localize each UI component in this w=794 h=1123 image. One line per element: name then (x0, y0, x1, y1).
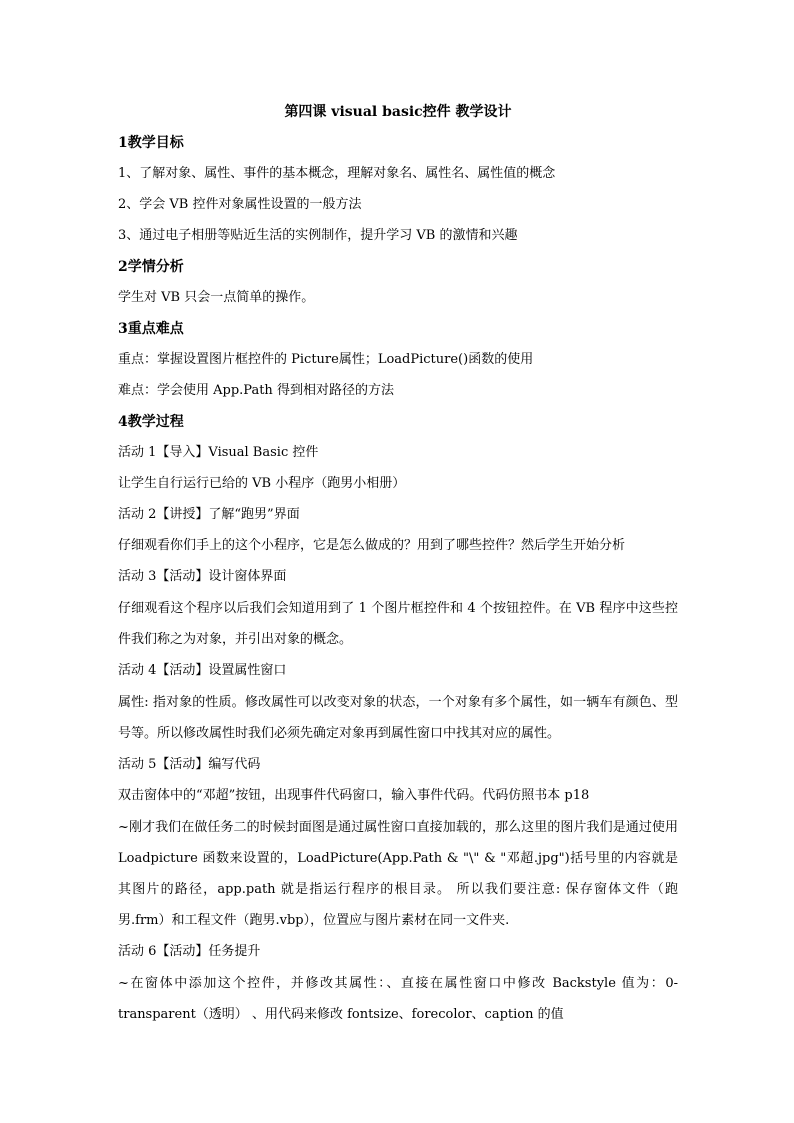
goal-item: 3、通过电子相册等贴近生活的实例制作，提升学习 VB 的激情和兴趣 (118, 228, 518, 243)
page-title: 第四课 visual basic控件 教学设计 (284, 104, 512, 120)
analysis-text: 学生对 VB 只会一点简单的操作。 (118, 290, 315, 305)
activity-text: ~在窗体中添加这个控件，并修改其属性：、直接在属性窗口中修改 Backstyle 值为：0-transparent（透明） 、用代码来修改 fontsize、forecolor、caption 的值 (118, 976, 678, 1022)
key-point-text: 重点：掌握设置图片框控件的 Picture属性；LoadPicture()函数的使用 (118, 352, 534, 367)
activity-title: 活动 1【导入】Visual Basic 控件 (118, 445, 319, 460)
activity-text: ~刚才我们在做任务二的时候封面图是通过属性窗口直接加载的，那么这里的图片我们是通过使用 Loadpicture 函数来设置的，LoadPicture(App.Path & "\" & "邓超.jpg")括号里的内容就是其图片的路径，app.path 就是指运行程序的根目录。 所以我们要注意: 保存窗体文件（跑男.frm）和工程文件（跑男.vbp），位置应与图片素材在同一文件夹. (118, 820, 678, 928)
activity-text: 仔细观看你们手上的这个小程序，它是怎么做成的？用到了哪些控件？然后学生开始分析 (118, 538, 626, 553)
section-heading-goals: 1教学目标 (118, 135, 184, 151)
section-heading-process: 4教学过程 (118, 414, 184, 430)
section-heading-analysis: 2学情分析 (118, 259, 184, 275)
goal-item: 2、学会 VB 控件对象属性设置的一般方法 (118, 197, 362, 212)
activity-title: 活动 6【活动】任务提升 (118, 944, 261, 959)
activity-text: 双击窗体中的“邓超”按钮，出现事件代码窗口，输入事件代码。代码仿照书本 p18 (118, 788, 590, 803)
activity-title: 活动 4【活动】设置属性窗口 (118, 663, 287, 678)
activity-title: 活动 2【讲授】了解“跑男”界面 (118, 507, 300, 522)
activity-text: 属性: 指对象的性质。修改属性可以改变对象的状态，一个对象有多个属性，如一辆车有颜色、型号等。所以修改属性时我们必须先确定对象再到属性窗口中找其对应的属性。 (118, 695, 678, 741)
difficulty-text: 难点：学会使用 App.Path 得到相对路径的方法 (118, 383, 394, 398)
activity-title: 活动 3【活动】设计窗体界面 (118, 569, 287, 584)
goal-item: 1、了解对象、属性、事件的基本概念，理解对象名、属性名、属性值的概念 (118, 166, 556, 181)
section-heading-key-points: 3重点难点 (118, 321, 184, 337)
activity-text: 让学生自行运行已给的 VB 小程序（跑男小相册） (118, 476, 406, 491)
activity-text: 仔细观看这个程序以后我们会知道用到了 1 个图片框控件和 4 个按钮控件。在 VB 程序中这些控件我们称之为对象，并引出对象的概念。 (118, 601, 678, 647)
activity-title: 活动 5【活动】编写代码 (118, 757, 261, 772)
